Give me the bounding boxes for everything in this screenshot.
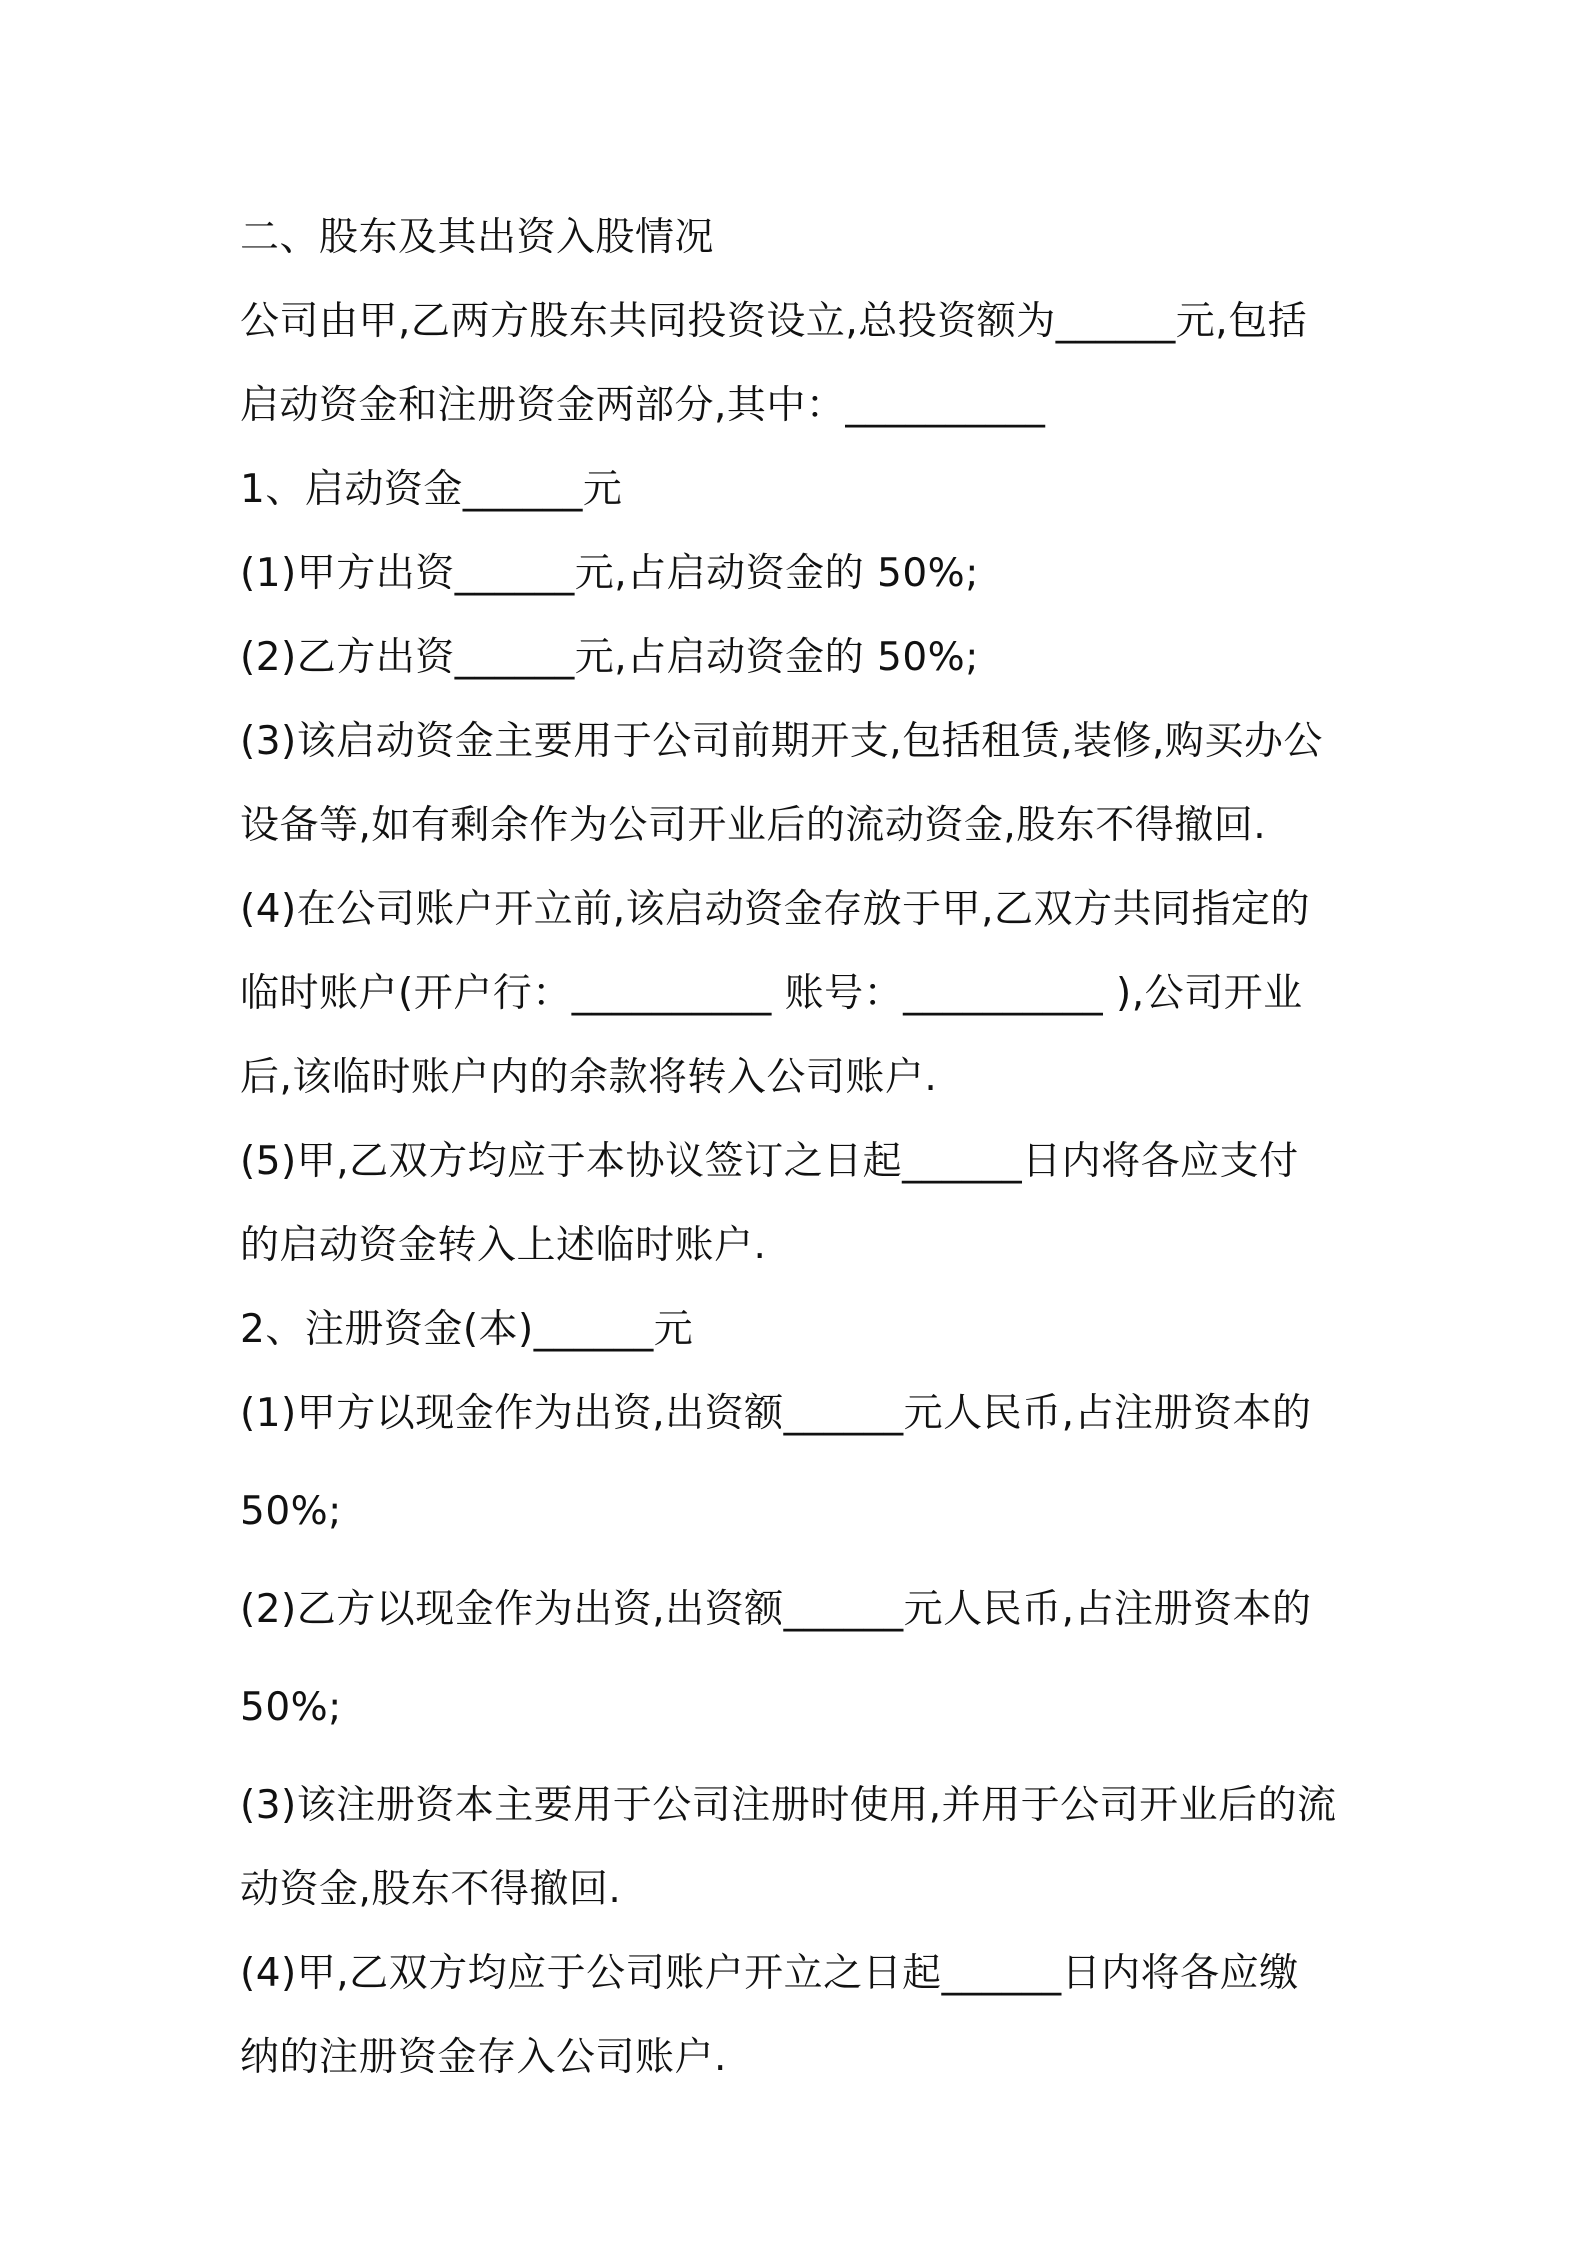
paragraph-line: (4)甲,乙双方均应于公司账户开立之日起______日内将各应缴 — [240, 1951, 1299, 1996]
paragraph-line: 动资金,股东不得撤回. — [240, 1867, 622, 1912]
paragraph-line: (2)乙方出资______元,占启动资金的 50%; — [240, 635, 979, 680]
document-body — [240, 196, 1360, 2100]
paragraph-line: 临时账户(开户行：__________ 账号：__________ ),公司开业 — [240, 971, 1303, 1016]
paragraph-line: (4)在公司账户开立前,该启动资金存放于甲,乙双方共同指定的 — [240, 887, 1311, 932]
paragraph-line: 的启动资金转入上述临时账户. — [240, 1223, 767, 1268]
subsection-heading: 2、注册资金(本)______元 — [240, 1307, 694, 1352]
paragraph-line: 纳的注册资金存入公司账户. — [240, 2035, 727, 2080]
subsection-heading: 1、启动资金______元 — [240, 467, 623, 512]
paragraph-line: 50%; — [240, 1685, 342, 1730]
section-heading: 二、股东及其出资入股情况 — [240, 215, 715, 260]
paragraph-line: 设备等,如有剩余作为公司开业后的流动资金,股东不得撤回. — [240, 803, 1267, 848]
paragraph-line: 启动资金和注册资金两部分,其中：__________ — [240, 383, 1046, 428]
paragraph-line: (5)甲,乙双方均应于本协议签订之日起______日内将各应支付 — [240, 1139, 1299, 1184]
paragraph-line: (3)该启动资金主要用于公司前期开支,包括租赁,装修,购买办公 — [240, 719, 1323, 764]
paragraph-line: 50%; — [240, 1489, 342, 1534]
paragraph-line: 后,该临时账户内的余款将转入公司账户. — [240, 1055, 938, 1100]
paragraph-line: (1)甲方以现金作为出资,出资额______元人民币,占注册资本的 — [240, 1391, 1312, 1436]
paragraph-line: (1)甲方出资______元,占启动资金的 50%; — [240, 551, 979, 596]
paragraph-line: (3)该注册资本主要用于公司注册时使用,并用于公司开业后的流 — [240, 1783, 1337, 1828]
paragraph-line: (2)乙方以现金作为出资,出资额______元人民币,占注册资本的 — [240, 1587, 1312, 1632]
paragraph-line: 公司由甲,乙两方股东共同投资设立,总投资额为______元,包括 — [240, 299, 1308, 344]
